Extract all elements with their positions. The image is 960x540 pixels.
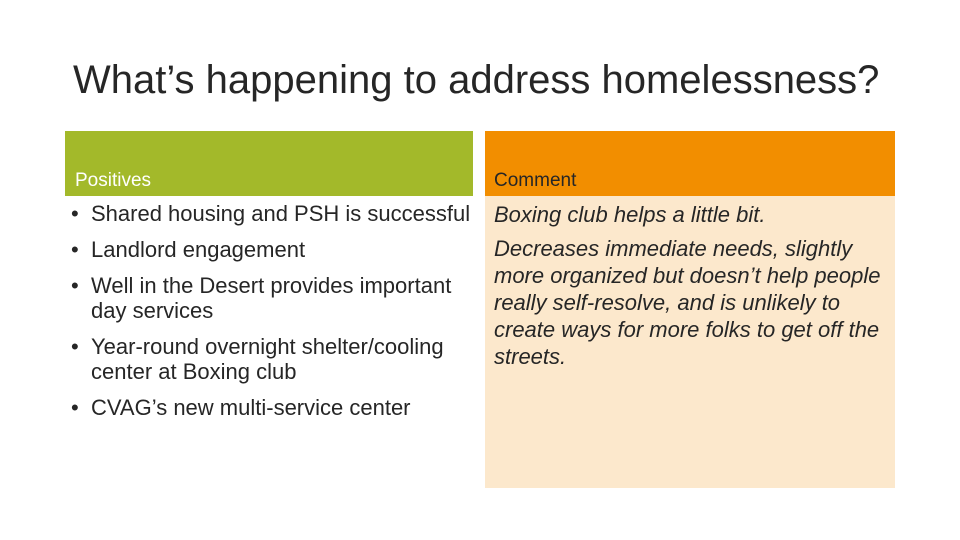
comment-header-label: Comment bbox=[494, 170, 577, 191]
comment-body: Decreases immediate needs, slightly more organized but doesn’t help people really self-resolve, and is unlikely to create ways for more folks to get off the streets. bbox=[494, 236, 881, 369]
bullet-icon: • bbox=[71, 273, 79, 298]
bullet-icon: • bbox=[71, 395, 79, 420]
list-item-text: Year-round overnight shelter/cooling center at Boxing club bbox=[91, 334, 444, 384]
positives-panel bbox=[65, 131, 473, 491]
list-item bbox=[71, 237, 473, 262]
bullet-icon: • bbox=[71, 334, 79, 359]
positives-header bbox=[65, 131, 473, 196]
list-item bbox=[71, 273, 473, 323]
positives-header-label: Positives bbox=[75, 170, 152, 191]
list-item bbox=[71, 395, 473, 420]
list-item-text: CVAG’s new multi-service center bbox=[91, 395, 411, 420]
comment-panel bbox=[485, 131, 895, 488]
bullet-icon: • bbox=[71, 237, 79, 262]
positives-list bbox=[71, 201, 473, 431]
list-item-text: Well in the Desert provides important day services bbox=[91, 273, 452, 323]
comment-text bbox=[494, 201, 890, 370]
list-item-text: Landlord engagement bbox=[91, 237, 306, 262]
list-item bbox=[71, 334, 473, 384]
comment-header bbox=[485, 131, 895, 196]
comment-first-line: Boxing club helps a little bit. bbox=[494, 202, 766, 227]
list-item bbox=[71, 201, 473, 226]
bullet-icon: • bbox=[71, 201, 79, 226]
list-item-text: Shared housing and PSH is successful bbox=[91, 201, 471, 226]
slide-title: What’s happening to address homelessness? bbox=[73, 58, 880, 102]
